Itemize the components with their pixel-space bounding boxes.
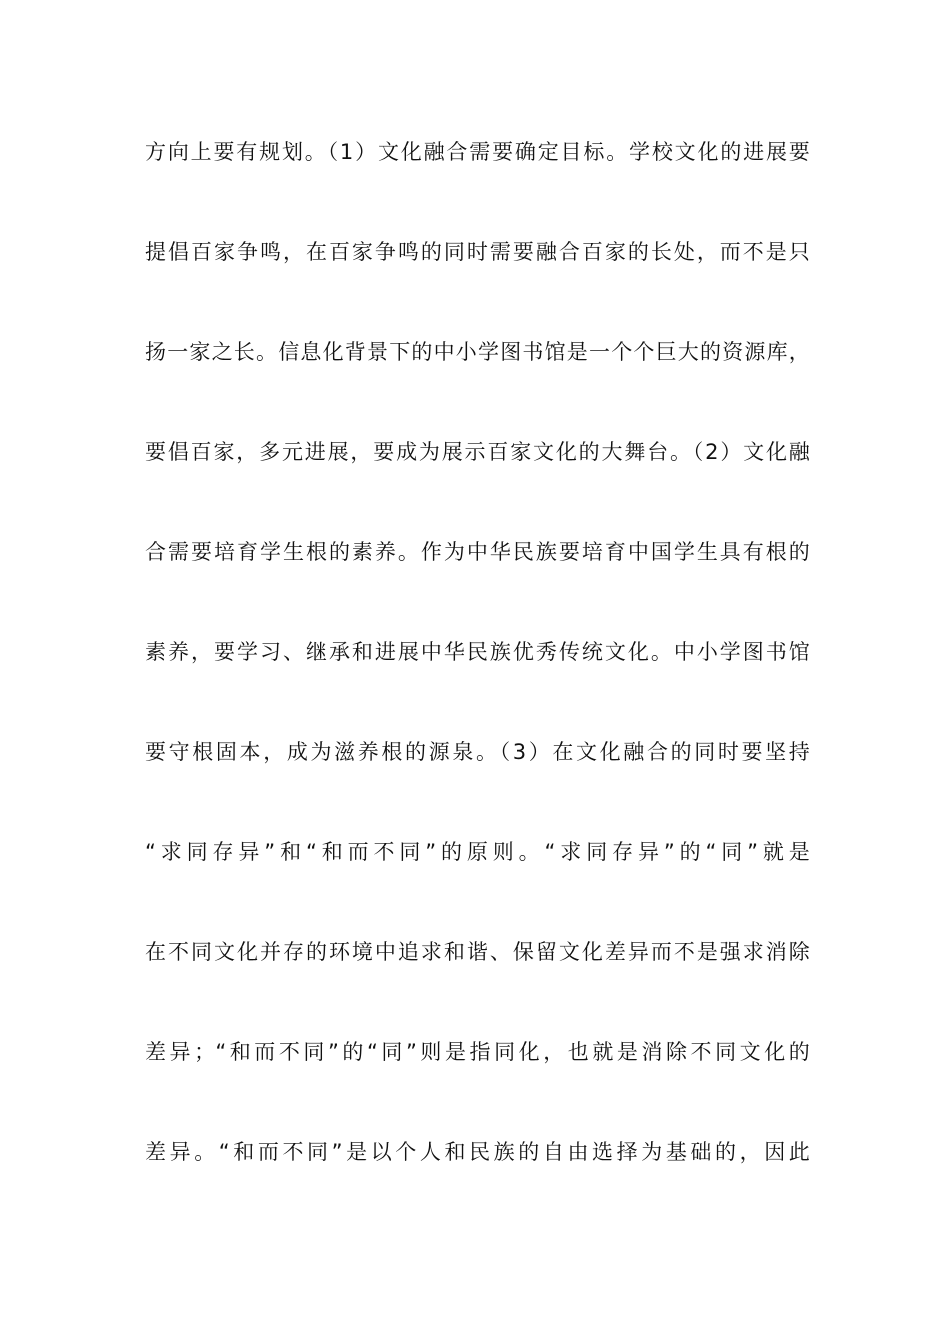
text-line-4: 要倡百家，多元进展，要成为展示百家文化的大舞台。（2）文化融 [145,440,810,464]
body-text [145,136,810,1236]
text-line-7: 要守根固本，成为滋养根的源泉。（3）在文化融合的同时要坚持 [145,740,810,764]
text-line-8: “求同存异”和“和而不同”的原则。“求同存异”的“同”就是 [145,840,810,864]
text-line-11: 差异。“和而不同”是以个人和民族的自由选择为基础的，因此 [145,1140,810,1164]
text-line-2: 提倡百家争鸣，在百家争鸣的同时需要融合百家的长处，而不是只 [145,240,810,264]
text-line-3: 扬一家之长。信息化背景下的中小学图书馆是一个个巨大的资源库， [145,340,810,364]
text-line-1: 方向上要有规划。（1）文化融合需要确定目标。学校文化的进展要 [145,140,810,164]
text-line-10: 差异；“和而不同”的“同”则是指同化，也就是消除不同文化的 [145,1040,810,1064]
text-line-5: 合需要培育学生根的素养。作为中华民族要培育中国学生具有根的 [145,540,810,564]
text-line-6: 素养，要学习、继承和进展中华民族优秀传统文化。中小学图书馆 [145,640,810,664]
text-line-9: 在不同文化并存的环境中追求和谐、保留文化差异而不是强求消除 [145,940,810,964]
